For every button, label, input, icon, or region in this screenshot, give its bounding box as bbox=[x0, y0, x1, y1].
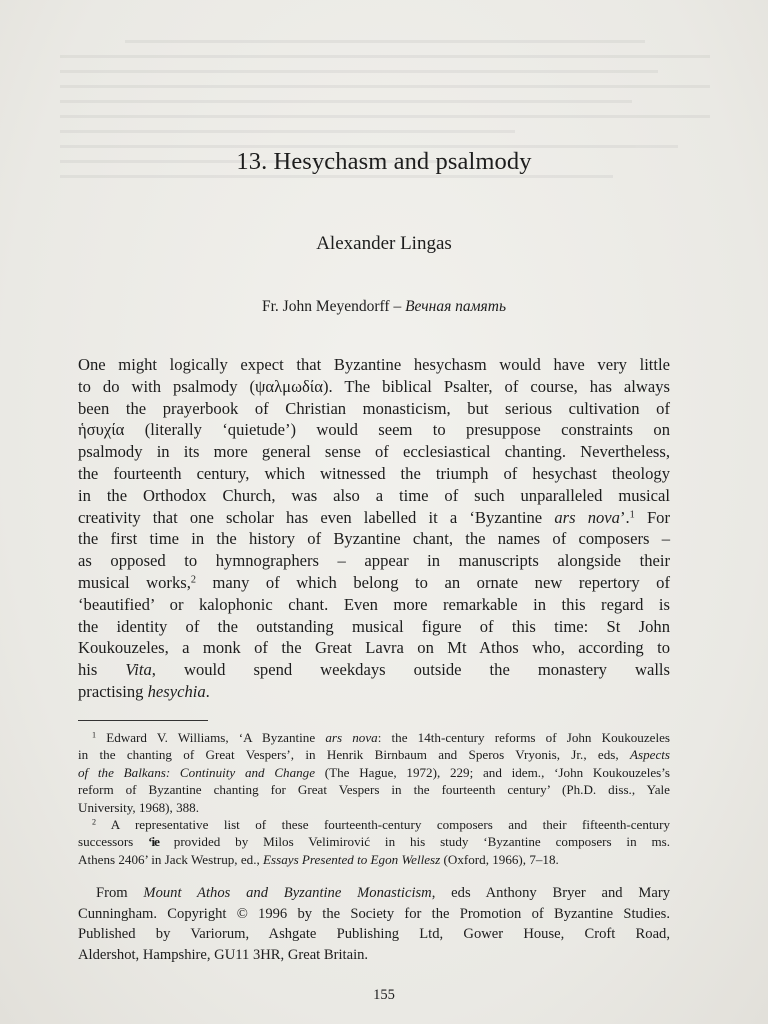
credit-line: Published by Variorum, Ashgate Publishing Ltd, Gower House, Croft Road, bbox=[78, 926, 670, 942]
body-line bbox=[78, 681, 670, 703]
body-text-run: practising bbox=[78, 681, 148, 701]
footnote-ref-1[interactable]: 1 bbox=[629, 508, 635, 520]
footnote-2-line bbox=[78, 851, 670, 868]
footnote-ref-2[interactable]: 2 bbox=[190, 574, 196, 586]
body-paragraph bbox=[78, 354, 670, 703]
dedication bbox=[0, 298, 768, 316]
credit-line: Aldershot, Hampshire, GU11 3HR, Great Britain. bbox=[78, 946, 369, 963]
footnote-italic: ars nova bbox=[325, 730, 378, 745]
body-line: the identity of the outstanding musical figure of this time: St John bbox=[78, 616, 670, 636]
body-line bbox=[78, 572, 670, 594]
body-line bbox=[78, 659, 670, 681]
body-line: the fourteenth century, which witnessed the triumph of hesychast theology bbox=[78, 463, 670, 483]
footnote-1-line: University, 1968), 388. bbox=[78, 799, 199, 815]
credit-text: , eds Anthony Bryer and Mary bbox=[431, 885, 670, 901]
body-text-run: ’. bbox=[619, 507, 630, 527]
footnote-text: A representative list of these fourteenth-century composers and their fifteenth-century bbox=[96, 817, 670, 833]
dedication-name: Fr. John Meyendorff – bbox=[262, 298, 406, 315]
body-line bbox=[78, 507, 670, 529]
footnote-italic: Essays Presented to Egon Wellesz bbox=[263, 851, 441, 867]
body-text-run: musical works, bbox=[78, 572, 191, 592]
body-line: to do with psalmody (ψαλμωδία). The biblical Psalter, of course, has always bbox=[78, 376, 670, 396]
dedication-russian: Вечная память bbox=[405, 298, 506, 315]
footnote-1-line bbox=[78, 746, 670, 763]
body-line: the first time in the history of Byzantine chant, the names of composers – bbox=[78, 529, 670, 549]
footnotes bbox=[78, 729, 670, 868]
footnote-number: 1 bbox=[92, 730, 97, 740]
credit-text: From bbox=[96, 885, 144, 901]
footnote-divider bbox=[78, 720, 208, 721]
footnote-number: 2 bbox=[92, 817, 97, 827]
body-text-italic: hesychia bbox=[147, 681, 206, 701]
body-text-run: . bbox=[205, 681, 210, 701]
body-line: ἡσυχία (literally ‘quietude’) would seem to presuppose constraints on bbox=[78, 420, 670, 440]
footnote-text: Edward V. Williams, ‘A Byzantine bbox=[96, 730, 326, 745]
body-text-run: creativity that one scholar has even labelled it a ‘Byzantine bbox=[78, 507, 555, 527]
author-name: Alexander Lingas bbox=[316, 233, 452, 254]
footnote-text: successors bbox=[78, 834, 149, 850]
footnote-2-line bbox=[78, 833, 670, 850]
footnote-1-line bbox=[78, 764, 670, 781]
footnote-text: Athens 2406’ in Jack Westrup, ed., bbox=[78, 851, 264, 867]
body-text-italic: ars nova bbox=[554, 507, 620, 527]
footnote-text: : the 14th-century reforms of John Koukouzeles bbox=[377, 730, 671, 745]
body-line: in the Orthodox Church, was also a time of such unparalleled musical bbox=[78, 485, 670, 505]
body-line: as opposed to hymnographers – appear in manuscripts alongside their bbox=[78, 551, 670, 571]
footnote-1-line: reform of Byzantine chanting for Great Vespers in the fourteenth century’ (Ph.D. diss., Yale bbox=[78, 782, 670, 798]
footnote-text: (The Hague, 1972), 229; and idem., ‘John Koukouzeles’s bbox=[315, 764, 670, 780]
body-line: been the prayerbook of Christian monasticism, but serious cultivation of bbox=[78, 398, 670, 418]
footnote-text: in the chanting of Great Vespers’, in Henrik Birnbaum and Speros Vryonis, Jr., eds, bbox=[78, 747, 630, 763]
body-text-italic: Vita bbox=[125, 660, 152, 680]
credit-line: Cunningham. Copyright © 1996 by the Society for the Promotion of Byzantine Studies. bbox=[78, 905, 670, 922]
footnote-italic: Aspects bbox=[630, 747, 670, 763]
page-number: 155 bbox=[373, 987, 395, 1003]
chapter-title: 13. Hesychasm and psalmody bbox=[236, 148, 532, 175]
body-line: Koukouzeles, a monk of the Great Lavra on Mt Athos who, according to bbox=[78, 638, 670, 658]
source-credit bbox=[78, 883, 670, 965]
body-text-run: many of which belong to an ornate new repertory of bbox=[196, 572, 670, 592]
credit-line bbox=[78, 883, 670, 904]
footnote-text: provided by Milos Velimirović in his study ‘Byzantine composers in ms. bbox=[158, 834, 671, 850]
ink-mark: ‘ie bbox=[148, 834, 159, 850]
body-text-run: his bbox=[78, 660, 126, 680]
body-line: psalmody in its more general sense of ecclesiastical chanting. Nevertheless, bbox=[78, 442, 670, 462]
footnote-text: (Oxford, 1966), 7–18. bbox=[440, 851, 559, 867]
body-line: One might logically expect that Byzantine hesychasm would have very little bbox=[78, 355, 670, 374]
footnote-italic: of the Balkans: Continuity and Change bbox=[78, 764, 316, 780]
body-text-run: , would spend weekdays outside the monastery walls bbox=[151, 660, 670, 680]
body-text-run: For bbox=[634, 507, 670, 527]
footnote-1-line bbox=[78, 729, 670, 746]
credit-italic: Mount Athos and Byzantine Monasticism bbox=[143, 885, 432, 901]
body-line: ‘beautified’ or kalophonic chant. Even more remarkable in this regard is bbox=[78, 594, 670, 614]
footnote-2-line bbox=[78, 816, 670, 833]
